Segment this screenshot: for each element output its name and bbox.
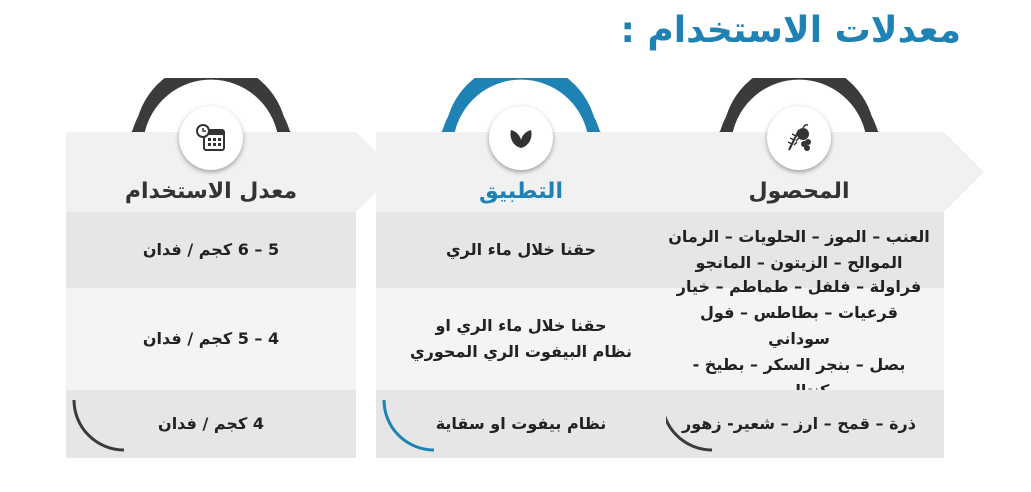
header-text: معدل الاستخدام xyxy=(124,179,298,204)
row-text: حقنا خلال ماء الري xyxy=(445,240,597,259)
table-row xyxy=(654,277,944,390)
row-text: 4 – 5 كجم / فدان xyxy=(142,329,280,348)
corner-accent xyxy=(70,396,130,456)
row-text: العنب – الموز – الحلويات – الرمان الموالح – الزيتون – المانجو xyxy=(668,227,930,272)
row-text: نظام بيفوت او سقاية xyxy=(435,414,607,433)
table-row xyxy=(66,212,356,288)
table-row xyxy=(66,288,356,390)
calendar-clock-icon xyxy=(179,106,243,170)
corner-accent xyxy=(380,396,440,456)
leaf-icon xyxy=(489,106,553,170)
row-text: ذرة – قمح – ارز – شعير- زهور xyxy=(682,414,916,433)
column-application xyxy=(376,78,666,460)
corner-accent xyxy=(658,396,718,456)
header-text: التطبيق xyxy=(478,179,563,204)
page-title: معدلات الاستخدام : xyxy=(620,10,961,51)
column-usage-rate xyxy=(66,78,356,460)
row-text: 5 – 6 كجم / فدان xyxy=(142,240,280,259)
row-text: 4 كجم / فدان xyxy=(158,414,264,433)
row-text: حقنا خلال ماء الري او نظام البيفوت الري المحوري xyxy=(410,316,632,361)
fruit-grain-icon xyxy=(767,106,831,170)
table-row xyxy=(376,212,666,288)
header-text: المحصول xyxy=(748,179,850,204)
row-text: فراولة – فلفل – طماطم – خيار قرعيات – بطاطس – فول سوداني بصل – بنجر السكر – بطيخ - xyxy=(676,277,922,374)
table-row xyxy=(376,288,666,390)
